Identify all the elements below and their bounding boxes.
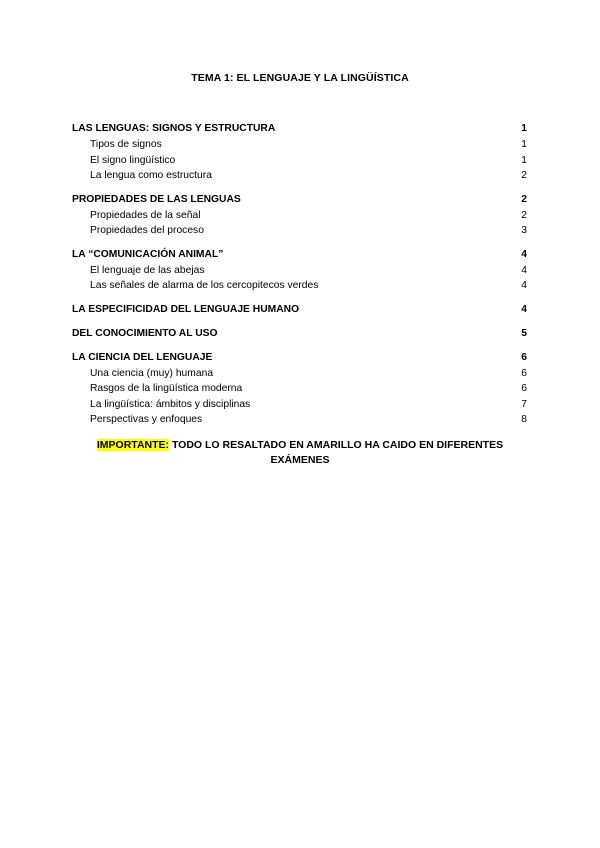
toc-page-number: 1 <box>521 139 527 150</box>
toc-section <box>72 326 527 342</box>
toc-page-number: 4 <box>521 280 527 291</box>
toc-page-number: 3 <box>521 225 527 236</box>
toc-section <box>72 302 527 318</box>
toc-heading-title: LA ESPECIFICIDAD DEL LENGUAJE HUMANO <box>72 303 300 315</box>
toc-heading[interactable] <box>72 326 527 342</box>
toc-subitem-title: Tipos de signos <box>90 139 162 150</box>
toc-heading-title: PROPIEDADES DE LAS LENGUAS <box>72 193 241 205</box>
toc-subitem-title: Una ciencia (muy) humana <box>90 367 214 379</box>
toc-section <box>72 350 527 428</box>
toc-subitem-title: Propiedades de la señal <box>90 209 201 221</box>
toc-page-number: 2 <box>521 193 527 205</box>
toc-page-number: 5 <box>521 327 527 339</box>
toc-page-number: 1 <box>521 123 527 134</box>
toc-subitem[interactable] <box>72 208 527 224</box>
table-of-contents <box>72 121 527 436</box>
toc-section <box>72 192 527 239</box>
toc-page-number: 2 <box>521 170 527 181</box>
toc-heading[interactable] <box>72 247 527 263</box>
toc-heading[interactable] <box>72 350 527 366</box>
toc-page-number: 1 <box>521 154 527 166</box>
toc-subitem[interactable] <box>72 366 527 382</box>
toc-subitem[interactable] <box>72 381 527 397</box>
notice-label: IMPORTANTE: <box>96 439 170 451</box>
toc-page-number: 4 <box>521 248 527 260</box>
toc-section <box>72 121 527 184</box>
important-notice <box>78 438 522 468</box>
toc-heading-title: DEL CONOCIMIENTO AL USO <box>72 327 218 339</box>
toc-page-number: 6 <box>521 383 527 394</box>
toc-page-number: 2 <box>521 209 527 221</box>
toc-heading-title: LAS LENGUAS: SIGNOS Y ESTRUCTURA <box>72 123 276 134</box>
toc-subitem[interactable] <box>72 223 527 239</box>
toc-heading-title: LA CIENCIA DEL LENGUAJE <box>72 351 213 363</box>
toc-heading-title: LA “COMUNICACIÓN ANIMAL” <box>72 248 224 260</box>
toc-subitem[interactable] <box>72 168 527 184</box>
toc-subitem[interactable] <box>72 153 527 169</box>
toc-subitem-title: Las señales de alarma de los cercopitecos verdes <box>90 280 319 291</box>
toc-subitem[interactable] <box>72 137 527 153</box>
toc-subitem-title: Rasgos de la lingüística moderna <box>90 383 243 394</box>
page-title: TEMA 1: EL LENGUAJE Y LA LINGÜÍSTICA <box>191 72 409 84</box>
toc-page-number: 4 <box>521 303 527 315</box>
toc-page-number: 7 <box>521 398 527 410</box>
toc-page-number: 6 <box>521 367 527 379</box>
toc-subitem-title: La lingüística: ámbitos y disciplinas <box>90 398 251 410</box>
toc-page-number: 4 <box>521 264 527 276</box>
toc-subitem-title: Propiedades del proceso <box>90 225 204 236</box>
toc-subitem[interactable] <box>72 278 527 294</box>
toc-heading[interactable] <box>72 302 527 318</box>
toc-subitem-title: El signo lingüístico <box>90 154 176 166</box>
toc-section <box>72 247 527 294</box>
toc-subitem-title: Perspectivas y enfoques <box>90 414 203 425</box>
toc-heading[interactable] <box>72 121 527 137</box>
toc-subitem[interactable] <box>72 263 527 279</box>
notice-text: TODO LO RESALTADO EN AMARILLO HA CAIDO EN DIFERENTES EXÁMENES <box>169 439 504 466</box>
toc-subitem-title: La lengua como estructura <box>90 170 212 181</box>
toc-page-number: 8 <box>521 414 527 425</box>
toc-heading[interactable] <box>72 192 527 208</box>
toc-subitem-title: El lenguaje de las abejas <box>90 264 205 276</box>
toc-page-number: 6 <box>521 351 527 363</box>
toc-subitem[interactable] <box>72 397 527 413</box>
toc-subitem[interactable] <box>72 412 527 428</box>
